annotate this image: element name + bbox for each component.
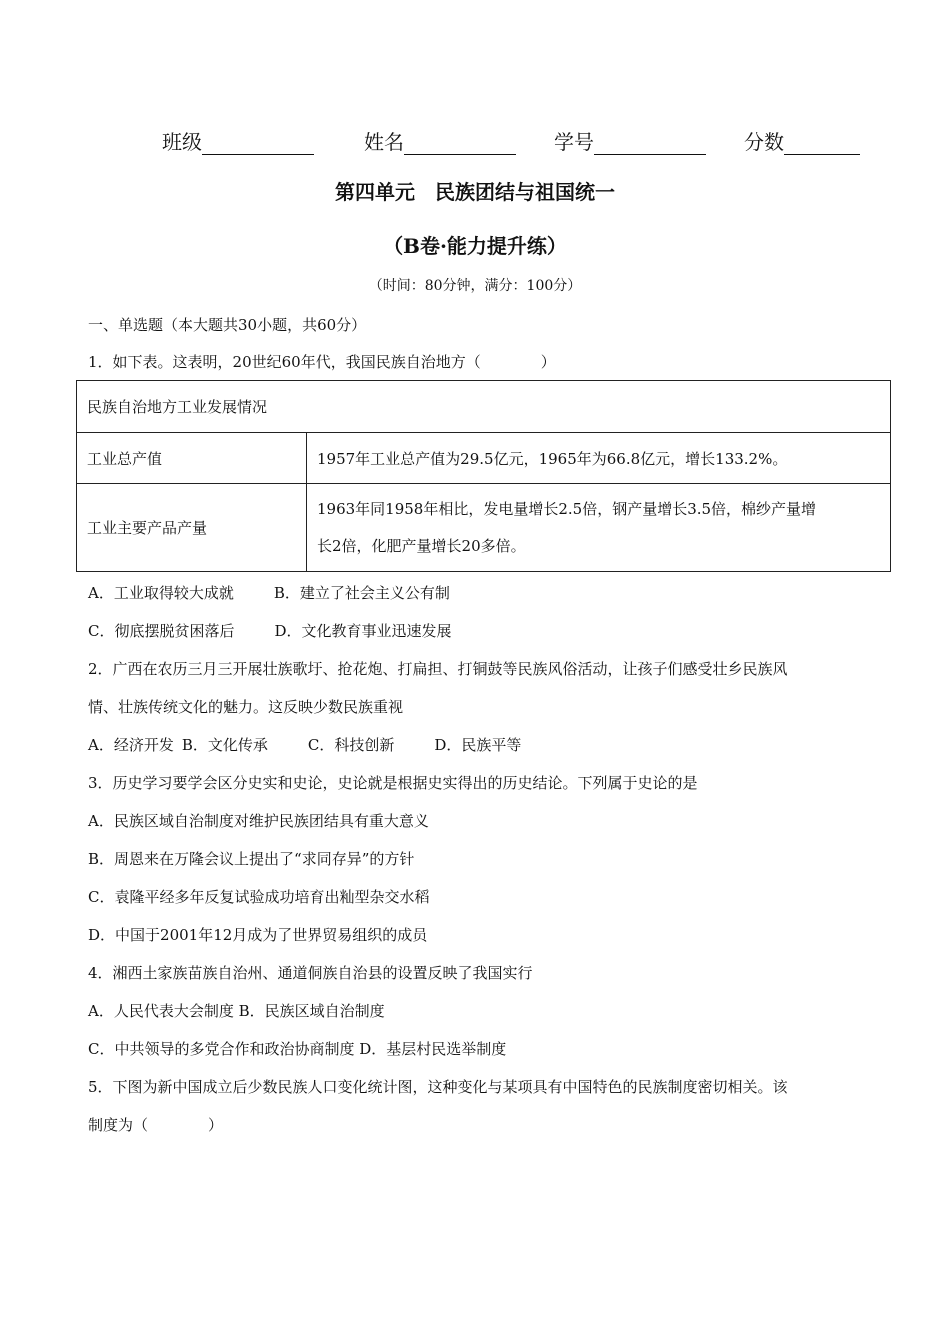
question-5-stem-line-2: 制度为（ ） <box>88 1116 224 1134</box>
question-4-options-row-2[interactable]: C．中共领导的多党合作和政治协商制度 D．基层村民选举制度 <box>88 1040 507 1058</box>
table-row <box>77 433 891 484</box>
option-a[interactable]: A．经济开发 <box>88 736 174 754</box>
question-3-stem: 3．历史学习要学会区分史实和史论，史论就是根据史实得出的历史结论。下列属于史论的是 <box>88 774 698 792</box>
option-b[interactable]: B．周恩来在万隆会议上提出了“求同存异”的方针 <box>88 850 415 868</box>
table-row <box>77 484 891 572</box>
table-title: 民族自治地方工业发展情况 <box>77 381 891 433</box>
question-2-stem-line-2: 情、壮族传统文化的魅力。这反映少数民族重视 <box>88 698 404 716</box>
class-field[interactable] <box>162 126 314 155</box>
table-title-row <box>77 381 891 433</box>
page-subtitle: （B卷·能力提升练） <box>383 234 567 258</box>
table-row-content-line-1: 1963年同1958年相比，发电量增长2.5倍，钢产量增长3.5倍，棉纱产量增 <box>317 499 817 518</box>
option-c[interactable]: C．彻底摆脱贫困落后 <box>88 622 235 640</box>
student-number-field[interactable] <box>554 126 706 155</box>
student-number-label: 学号 <box>554 130 594 154</box>
question-2-options <box>88 734 521 755</box>
option-b[interactable]: B．建立了社会主义公有制 <box>273 584 450 602</box>
score-label: 分数 <box>744 130 784 154</box>
table-row-label: 工业主要产品产量 <box>77 484 307 572</box>
page-title: 第四单元 民族团结与祖国统一 <box>335 180 615 204</box>
question-2-stem-line-1: 2．广西在农历三月三开展壮族歌圩、抢花炮、打扁担、打铜鼓等民族风俗活动，让孩子们感受壮乡民族风 <box>88 660 788 678</box>
option-d[interactable]: D．文化教育事业迅速发展 <box>274 622 452 640</box>
question-4-options-row-1[interactable]: A．人民代表大会制度 B．民族区域自治制度 <box>88 1002 385 1020</box>
question-4-stem: 4．湘西土家族苗族自治州、通道侗族自治县的设置反映了我国实行 <box>88 964 533 982</box>
class-label: 班级 <box>162 130 202 154</box>
option-a[interactable]: A．工业取得较大成就 <box>88 584 234 602</box>
question-1-stem: 1．如下表。这表明，20世纪60年代，我国民族自治地方（ ） <box>88 353 556 371</box>
table-row-label: 工业总产值 <box>77 433 307 484</box>
option-c[interactable]: C．袁隆平经多年反复试验成功培育出籼型杂交水稻 <box>88 888 430 906</box>
section-heading: 一、单选题（本大题共30小题，共60分） <box>88 316 367 334</box>
name-label: 姓名 <box>364 130 404 154</box>
class-blank[interactable] <box>202 132 314 155</box>
name-field[interactable] <box>364 126 516 155</box>
table-row-content-text: 1957年工业总产值为29.5亿元，1965年为66.8亿元，增长133.2%。 <box>317 449 788 468</box>
time-info: （时间：80分钟，满分：100分） <box>368 278 582 294</box>
question-1-options-row-2 <box>88 620 452 641</box>
table-row-content <box>307 484 891 572</box>
option-d[interactable]: D．民族平等 <box>434 736 522 754</box>
table-row-content <box>307 433 891 484</box>
option-d[interactable]: D．中国于2001年12月成为了世界贸易组织的成员 <box>88 926 428 944</box>
student-info-row <box>162 126 882 156</box>
score-field[interactable] <box>744 126 860 155</box>
option-a[interactable]: A．民族区域自治制度对维护民族团结具有重大意义 <box>88 812 429 830</box>
table-row-content-line-2: 长2倍，化肥产量增长20多倍。 <box>317 536 526 555</box>
student-number-blank[interactable] <box>594 132 706 155</box>
option-b[interactable]: B．文化传承 <box>181 736 268 754</box>
question-1-options-row-1 <box>88 582 450 603</box>
option-c[interactable]: C．科技创新 <box>307 736 395 754</box>
question-1-table <box>76 380 891 572</box>
score-blank[interactable] <box>784 132 860 155</box>
question-5-stem-line-1: 5．下图为新中国成立后少数民族人口变化统计图，这种变化与某项具有中国特色的民族制度密切相关。该 <box>88 1078 788 1096</box>
name-blank[interactable] <box>404 132 516 155</box>
